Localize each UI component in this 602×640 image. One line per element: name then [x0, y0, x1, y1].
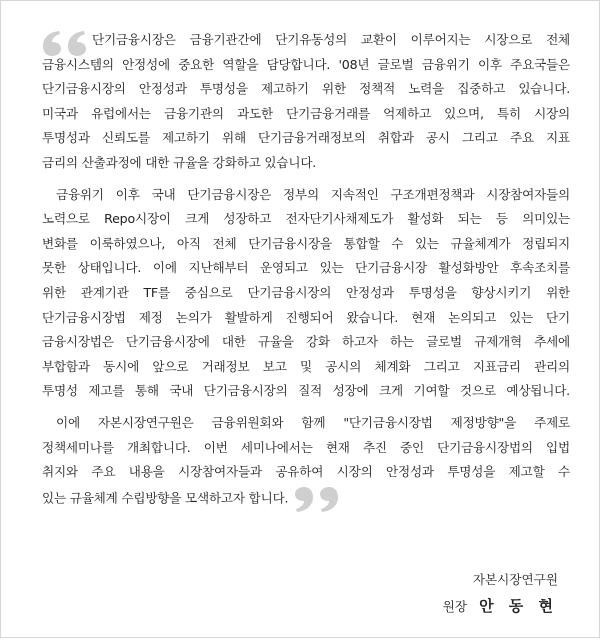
paragraph-line: 노력으로 Repo시장이 크게 성장하고 전자단기사채제도가 활성화 되는 등 의미있는 — [42, 211, 570, 227]
paragraph-line: 이에 자본시장연구원은 금융위원회와 함께 "단기금융시장법 제정방향"을 주제로 — [56, 414, 570, 430]
signer-name: 안 동 현 — [479, 597, 558, 615]
paragraph-line: 못한 상태입니다. 이에 지난해부터 운영되고 있는 단기금융시장 활성화방안 후속조치를 — [42, 260, 570, 276]
paragraph-line-text: 있는 규율체계 수립방향을 모색하고자 합니다. — [42, 490, 289, 506]
paragraph-line: 투명성 제고를 통해 국내 단기금융시장의 질적 성장에 크게 기여할 것으로 예상됩니다. — [42, 383, 570, 399]
paragraph-1 — [42, 28, 570, 176]
signer-role: 원장 — [442, 599, 468, 614]
paragraph-line: 정책세미나를 개최합니다. 이번 세미나에서는 현재 추진 중인 단기금융시장법의 입법 — [42, 439, 570, 455]
paragraph-line: 단기금융시장의 안정성과 투명성을 제고하기 위한 정책적 노력을 집중하고 있습니다. — [42, 81, 570, 97]
greeting-letter — [42, 28, 570, 520]
paragraph-2 — [42, 183, 570, 404]
close-quote-icon — [294, 485, 340, 513]
paragraph-line: 단기금융시장법 제정 논의가 활발하게 진행되어 왔습니다. 현재 논의되고 있는 단기 — [42, 309, 570, 325]
paragraph-line: 금융시장법은 단기금융시장에 대한 규율을 강화 하고자 하는 글로벌 규제개혁 추세에 — [42, 334, 570, 350]
paragraph-line: 취지와 주요 내용을 시장참여자들과 공유하여 시장의 안정성과 투명성을 제고할 수 — [42, 464, 570, 480]
paragraph-line: 위한 관계기관 TF를 중심으로 단기금융시장의 안정성과 투명성을 향상시키기 위한 — [42, 284, 570, 300]
organization-name: 자본시장연구원 — [472, 572, 558, 587]
paragraph-line: 미국과 유럽에서는 금융기관의 과도한 단기금융거래를 억제하고 있으며, 특히 시장의 — [42, 105, 570, 121]
paragraph-line: 투명성과 신뢰도를 제고하기 위해 단기금융거래정보의 취합과 공시 그리고 주요 지표 — [42, 130, 570, 146]
signature-block — [443, 568, 558, 621]
signer-line — [443, 592, 558, 621]
paragraph-line: 금융위기 이후 국내 단기금융시장은 정부의 지속적인 구조개편정책과 시장참여자들의 — [56, 186, 570, 202]
paragraph-3 — [42, 411, 570, 513]
paragraph-line — [42, 485, 570, 513]
open-quote-icon — [42, 30, 88, 58]
paragraph-line: 변화를 이룩하였으나, 아직 전체 단기금융시장을 통합할 수 있는 규율체계가 정립되지 — [42, 235, 570, 251]
paragraph-line: 금융시스템의 안정성에 중요한 역할을 담당합니다. '08년 글로벌 금융위기 이후 주요국들은 — [42, 56, 570, 72]
paragraph-line: 단기금융시장은 금융기관간에 단기유동성의 교환이 이루어지는 시장으로 전체 — [92, 32, 570, 47]
paragraph-line: 부합함과 동시에 앞으로 거래정보 보고 및 공시의 체계화 그리고 지표금리 관리의 — [42, 358, 570, 374]
paragraph-line: 금리의 산출과정에 대한 규율을 강화하고 있습니다. — [42, 154, 317, 170]
